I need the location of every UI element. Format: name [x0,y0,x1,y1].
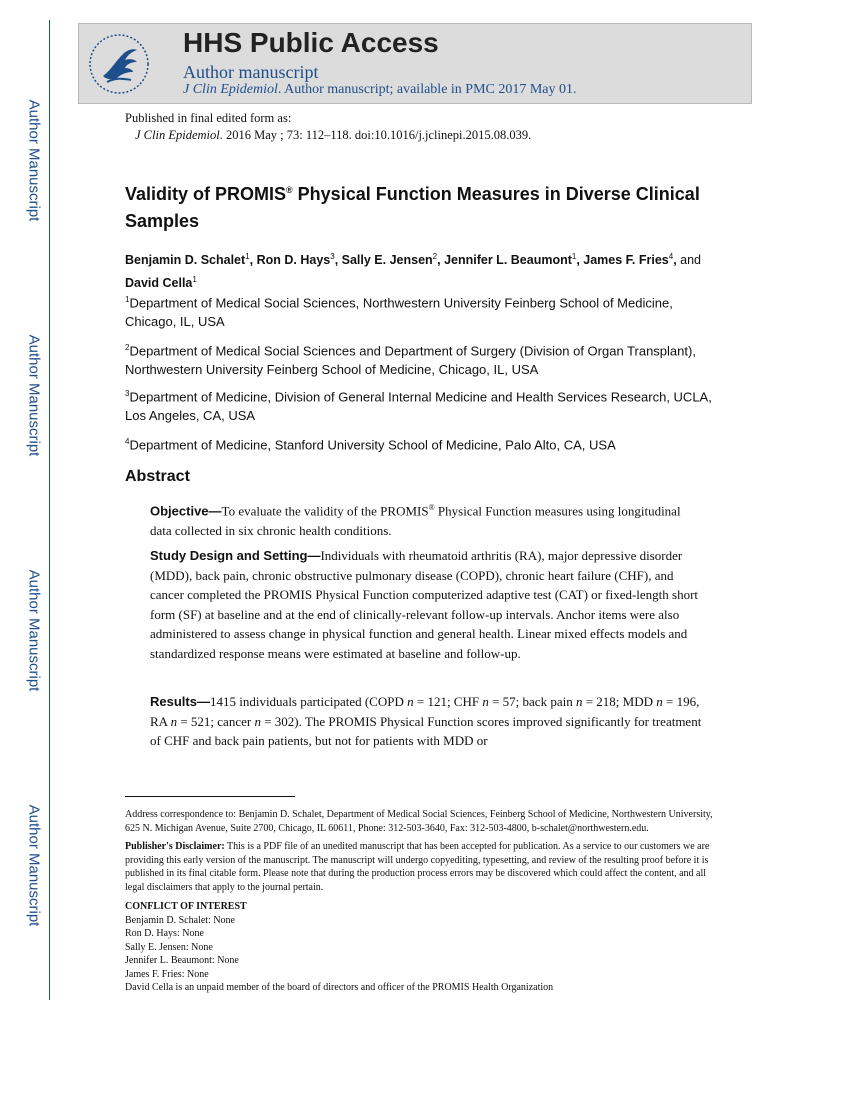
author-manuscript-label: Author Manuscript [25,569,43,691]
coi-item: Ron D. Hays: None [125,928,204,939]
author-manuscript-label: Author Manuscript [25,334,43,456]
author-list: Benjamin D. Schalet$^1$, Ron D. Hays$^3$, Sally E. Jensen$^2$, Jennifer L. Beaumont$^1$, James F. Fries$^4$, and David Cella$^1$ [125,252,702,291]
coi-heading: CONFLICT OF INTEREST [125,901,247,912]
hhs-header [78,23,752,104]
abstract-design: Study Design and Setting—Individuals with rheumatoid arthritis (RA), major depressive disorder (MDD), back pain, chronic obstructive pulmonary disease (COPD), chronic heart failure (CHF), and cancer completed the PROMIS Physical Function computerized adaptive test (CAT) or fixed-length short form (SF) at baseline and at the end of clinically-relevant follow-up intervals. Anchor items were also administered to assess change in physical function and general health. Linear mixed effects models and standardized response means were estimated at baseline and follow-up. [150,548,699,661]
coi-item: James F. Fries: None [125,968,209,980]
coi-item: Jennifer L. Beaumont: None [125,955,239,966]
published-citation: J Clin Epidemiol. 2016 May ; 73: 112–118. doi:10.1016/j.jclinepi.2015.08.039. [135,128,532,142]
coi-item: David Cella is an unpaid member of the board of directors and officer of the PROMIS Health Organization [125,982,554,993]
abstract-results: Results—1415 individuals participated (COPD n = 121; CHF n = 57; back pain n = 218; MDD n = 196, RA n = 521; cancer n = 302). The PROMIS Physical Function scores improved significantly for treatment of CHF and back pain patients, but not for patients with MDD or [150,694,702,748]
affiliation: $^3$Department of Medicine, Division of General Internal Medicine and Health Services Research, UCLA, Los Angeles, CA, USA [125,389,712,424]
footnote-rule [125,796,295,797]
affiliation: $^2$Department of Medical Social Sciences and Department of Surgery (Division of Organ Transplant), Northwestern University Feinberg School of Medicine, Chicago, IL, USA [125,343,696,378]
hhs-title: HHS Public Access [183,27,439,58]
publisher-disclaimer: Publisher's Disclaimer: This is a PDF file of an unedited manuscript that has been accepted for publication. As a service to our customers we are providing this early version of the manuscript. The manuscript will undergo copyediting, typesetting, and review of the resulting proof before it is published in its final citable form. Please note that during the production process errors may be discovered which could affect the content, and all legal disclaimers that apply to the journal pertain. [125,841,710,893]
affiliation: $^1$Department of Medical Social Sciences, Northwestern University Feinberg School of Medicine, Chicago, IL, USA [125,295,673,330]
address-note: Address correspondence to: Benjamin D. Schalet, Department of Medical Social Sciences, Feinberg School of Medicine, Northwestern University, 625 N. Michigan Avenue, Suite 2700, Chicago, IL 60611, Phone: 312-503-3640, Fax: 312-503-4800, b-schalet@northwestern.edu. [125,809,713,834]
hhs-eagle-logo-icon [87,32,151,96]
published-info [125,110,531,144]
coi-item: Benjamin D. Schalet: None [125,914,235,926]
author-manuscript-label: Author Manuscript [25,804,43,926]
article-title: Validity of PROMIS® Physical Function Measures in Diverse Clinical Samples [125,184,700,231]
abstract-heading: Abstract [125,468,190,485]
affiliation: $^4$Department of Medicine, Stanford University School of Medicine, Palo Alto, CA, USA [125,437,616,453]
author-manuscript-label: Author Manuscript [25,99,43,221]
published-label: Published in final edited form as: [125,111,292,125]
coi-item: Sally E. Jensen: None [125,941,213,953]
abstract-objective: Objective—To evaluate the validity of the PROMIS® Physical Function measures using longitudinal data collected in six chronic health conditions. [150,503,681,538]
footnotes [125,808,720,995]
hhs-subtitle: Author manuscript [183,62,319,82]
margin-rule [49,20,50,1000]
hhs-citation: J Clin Epidemiol. Author manuscript; available in PMC 2017 May 01. [183,82,577,97]
